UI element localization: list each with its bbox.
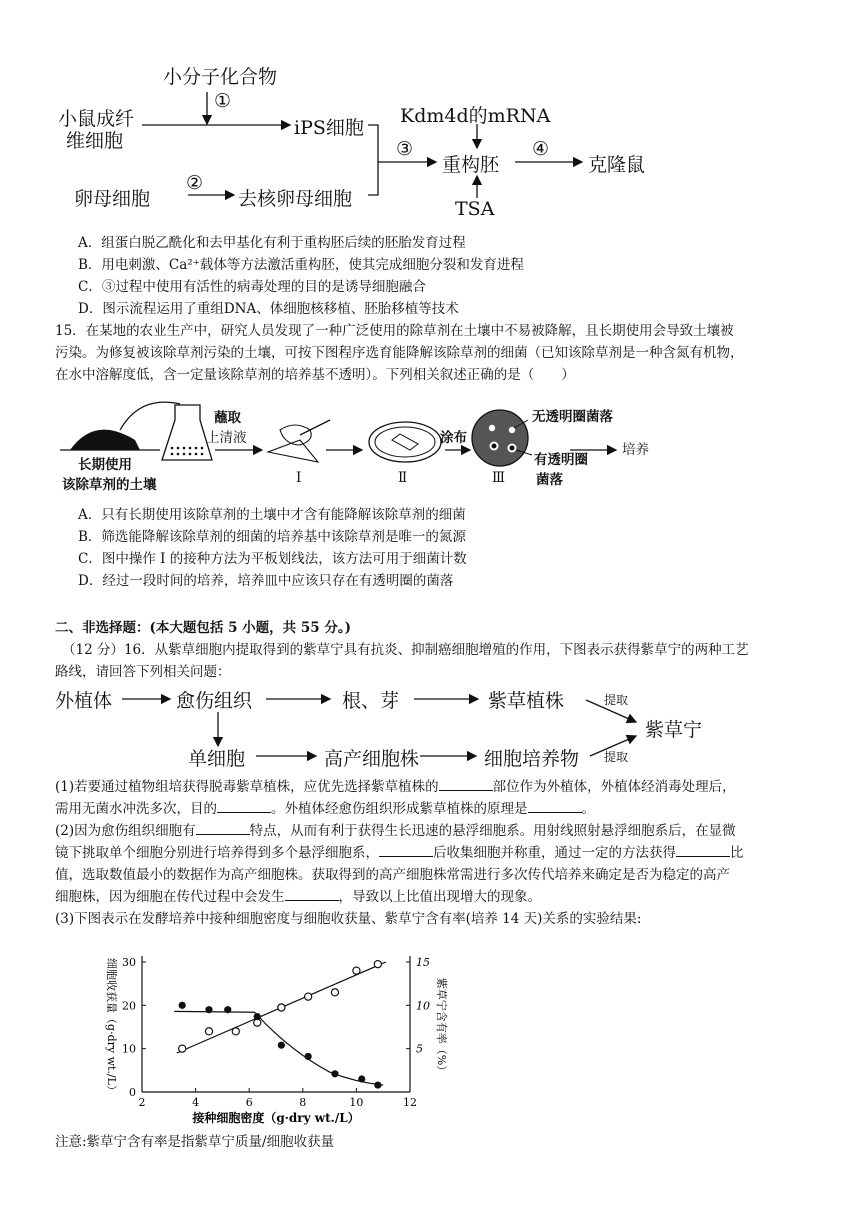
y2-axis-label: 紫草宁含有率（%）	[435, 977, 448, 1077]
x-tick-label: 6	[245, 1096, 253, 1109]
step-i-label: I	[296, 470, 302, 486]
enucleated-oocyte-label: 去核卵母细胞	[238, 188, 353, 210]
step-4-label: ④	[532, 138, 550, 160]
q16-p1-text-b: 部位作为外植体，外植体经消毒处理后，	[492, 779, 736, 795]
shikonin-point	[305, 1053, 312, 1060]
q16-intro-line-1: （12 分）16．从紫草细胞内提取得到的紫草宁具有抗炎、抑制癌细胞增殖的作用，下图表示获得紫草宁的两种工艺	[62, 642, 749, 658]
q15-stem-line-2: 污染。为修复被该除草剂污染的土壤，可按下图程序选育能降解该除草剂的细菌（已知该除草剂是一种含氮有机物，	[55, 345, 744, 361]
harvest-point	[205, 1028, 212, 1035]
answer-blank[interactable]	[217, 798, 271, 813]
q14-option-c: C．③过程中使用有活性的病毒处理的目的是诱导细胞融合	[78, 279, 426, 295]
q16-p2-text-d: 后收集细胞并称重，通过一定的方法获得	[433, 845, 676, 861]
culture-product-label: 细胞培养物	[484, 748, 580, 770]
mouse-fibroblast-label-1: 小鼠成纤	[58, 108, 135, 130]
dip-label-2: 上清液	[206, 430, 247, 446]
extract-label-1: 提取	[604, 693, 629, 707]
harvest-point	[374, 961, 381, 968]
spread-label: 涂布	[440, 430, 467, 446]
y-tick-label: 20	[122, 999, 136, 1013]
answer-blank[interactable]	[285, 886, 339, 901]
shikonin-point	[278, 1042, 285, 1049]
halo-colony-label-1: 有透明圈	[534, 452, 588, 468]
shikonin-point	[205, 1006, 212, 1013]
extract-label-2: 提取	[604, 750, 629, 764]
explant-label: 外植体	[55, 690, 113, 712]
q16-p2-text-b: 特点，从而有利于获得生长迅速的悬浮细胞系。用射线照射悬浮细胞系后，在显微	[249, 823, 736, 839]
q16-part-3: (3)下图表示在发酵培养中接种细胞密度与细胞收获量、紫草宁含有率(培养 14 天)关系的实验结果:	[55, 911, 642, 927]
chart-note: 注意:紫草宁含有率是指紫草宁质量/细胞收获量	[55, 1134, 335, 1150]
kdm4d-mrna-label: Kdm4d的mRNA	[400, 105, 551, 127]
step-3-label: ③	[396, 138, 414, 160]
cloned-mouse-label: 克隆鼠	[588, 154, 646, 176]
q15-stem-line-1: 15．在某地的农业生产中，研究人员发现了一种广泛使用的除草剂在土壤中不易被降解，且长期使用会导致土壤被	[55, 323, 734, 339]
y2-tick-label: 5	[416, 1042, 423, 1056]
q16-part-1	[55, 776, 815, 820]
step-1-label: ①	[214, 90, 232, 112]
x-tick-label: 8	[299, 1096, 307, 1109]
section-heading: 二、非选择题：(本大题包括 5 小题，共 55 分。)	[55, 620, 352, 636]
harvest-point	[232, 1028, 239, 1035]
single-cell-label: 单细胞	[188, 748, 246, 770]
shikonin-point	[374, 1081, 381, 1088]
x-axis-label: 接种细胞密度（g·dry wt./L）	[192, 1111, 360, 1125]
culture-label: 培养	[622, 442, 649, 458]
step-iii-label: Ⅲ	[492, 470, 506, 486]
harvest-point	[278, 1004, 285, 1011]
answer-blank[interactable]	[676, 842, 730, 857]
q16-flow-arrows	[0, 680, 860, 770]
x-tick-label: 4	[192, 1096, 200, 1109]
dip-label-1: 蘸取	[214, 410, 241, 426]
ips-cell-label: iPS细胞	[294, 117, 364, 139]
y-axis-label: 细胞收获量（g·dry wt./L）	[105, 958, 118, 1096]
x-tick-label: 10	[349, 1096, 364, 1109]
y-tick-label: 30	[122, 956, 136, 969]
q16-p1-text-c: 需用无菌水冲洗多次，目的	[55, 801, 217, 817]
q15-stem-line-3: 在水中溶解度低，含一定量该除草剂的培养基不透明）。下列相关叙述正确的是（ ）	[55, 367, 575, 383]
q15-option-b: B．筛选能降解该除草剂的细菌的培养基中该除草剂是唯一的氮源	[78, 529, 466, 545]
reconstructed-embryo-label: 重构胚	[442, 154, 500, 176]
shikonin-point	[331, 1070, 338, 1077]
q16-p1-text-d: 。外植体经愈伤组织形成紫草植株的原理是	[271, 801, 528, 817]
q15-option-a: A．只有长期使用该除草剂的土壤中才含有能降解该除草剂的细菌	[78, 507, 466, 523]
shikonin-label: 紫草宁	[645, 719, 703, 741]
q16-part-2	[55, 820, 815, 908]
tsa-label: TSA	[455, 198, 495, 220]
step-ii-label: Ⅱ	[398, 470, 408, 486]
y2-tick-label: 10	[416, 999, 430, 1013]
q16-intro-line-2: 路线，请回答下列相关问题：	[55, 664, 231, 680]
oocyte-label: 卵母细胞	[74, 188, 151, 210]
harvest-point	[353, 967, 360, 974]
small-molecule-label: 小分子化合物	[163, 66, 278, 88]
callus-label: 愈伤组织	[176, 690, 253, 712]
no-halo-colony-label: 无透明圈菌落	[532, 409, 613, 425]
shikonin-point	[254, 1013, 261, 1020]
high-yield-label: 高产细胞株	[324, 748, 420, 770]
soil-label-1: 长期使用	[78, 457, 132, 473]
harvest-point	[179, 1045, 186, 1052]
q15-option-c: C．图中操作 I 的接种方法为平板划线法，该方法可用于细菌计数	[78, 551, 467, 567]
root-bud-label: 根、芽	[342, 690, 400, 712]
answer-blank[interactable]	[439, 776, 493, 791]
q16-p2-text-g: 细胞株，因为细胞在传代过程中会发生	[55, 889, 285, 905]
answer-blank[interactable]	[379, 842, 433, 857]
q16-p2-text-a: (2)因为愈伤组织细胞有	[55, 823, 196, 839]
y-tick-label: 10	[122, 1042, 136, 1056]
q15-option-d: D．经过一段时间的培养，培养皿中应该只存在有透明圈的菌落	[78, 573, 454, 589]
q16-p1-text-a: (1)若要通过植物组培获得脱毒紫草植株，应优先选择紫草植株的	[55, 779, 439, 795]
y2-tick-label: 15	[416, 956, 430, 969]
q16-p2-text-f: 值，选取数值最小的数据作为高产细胞株。获取得到的高产细胞株常需进行多次传代培养来确定是否为稳定的高产	[55, 867, 730, 883]
harvest-point	[331, 989, 338, 996]
x-tick-label: 12	[403, 1096, 417, 1109]
y-tick-label: 0	[129, 1086, 136, 1099]
harvest-point	[305, 993, 312, 1000]
plant-label: 紫草植株	[488, 690, 565, 712]
answer-blank[interactable]	[196, 820, 250, 835]
x-tick-label: 2	[138, 1096, 146, 1109]
mouse-fibroblast-label-2: 维细胞	[66, 130, 124, 152]
step-2-label: ②	[186, 172, 204, 194]
shikonin-point	[358, 1075, 365, 1082]
shikonin-point	[179, 1002, 186, 1009]
q14-option-d: D．图示流程运用了重组DNA、体细胞核移植、胚胎移植等技术	[78, 301, 459, 317]
q16-p2-text-e: 比	[730, 845, 744, 861]
q16-p1-text-e: 。	[581, 801, 595, 817]
q16-p2-text-c: 镜下挑取单个细胞分别进行培养得到多个悬浮细胞系，	[55, 845, 379, 861]
shikonin-point	[224, 1006, 231, 1013]
q16-chart	[60, 940, 480, 1140]
answer-blank[interactable]	[528, 798, 582, 813]
q16-p2-text-h: ，导致以上比值出现增大的现象。	[338, 889, 541, 905]
q14-option-a: A．组蛋白脱乙酰化和去甲基化有利于重构胚后续的胚胎发育过程	[78, 235, 466, 251]
halo-colony-label-2: 菌落	[536, 472, 563, 488]
q14-option-b: B．用电刺激、Ca²⁺载体等方法激活重构胚，使其完成细胞分裂和发育进程	[78, 257, 524, 273]
shikonin-trend-curve	[174, 1011, 383, 1085]
soil-label-2: 该除草剂的土壤	[62, 477, 157, 493]
